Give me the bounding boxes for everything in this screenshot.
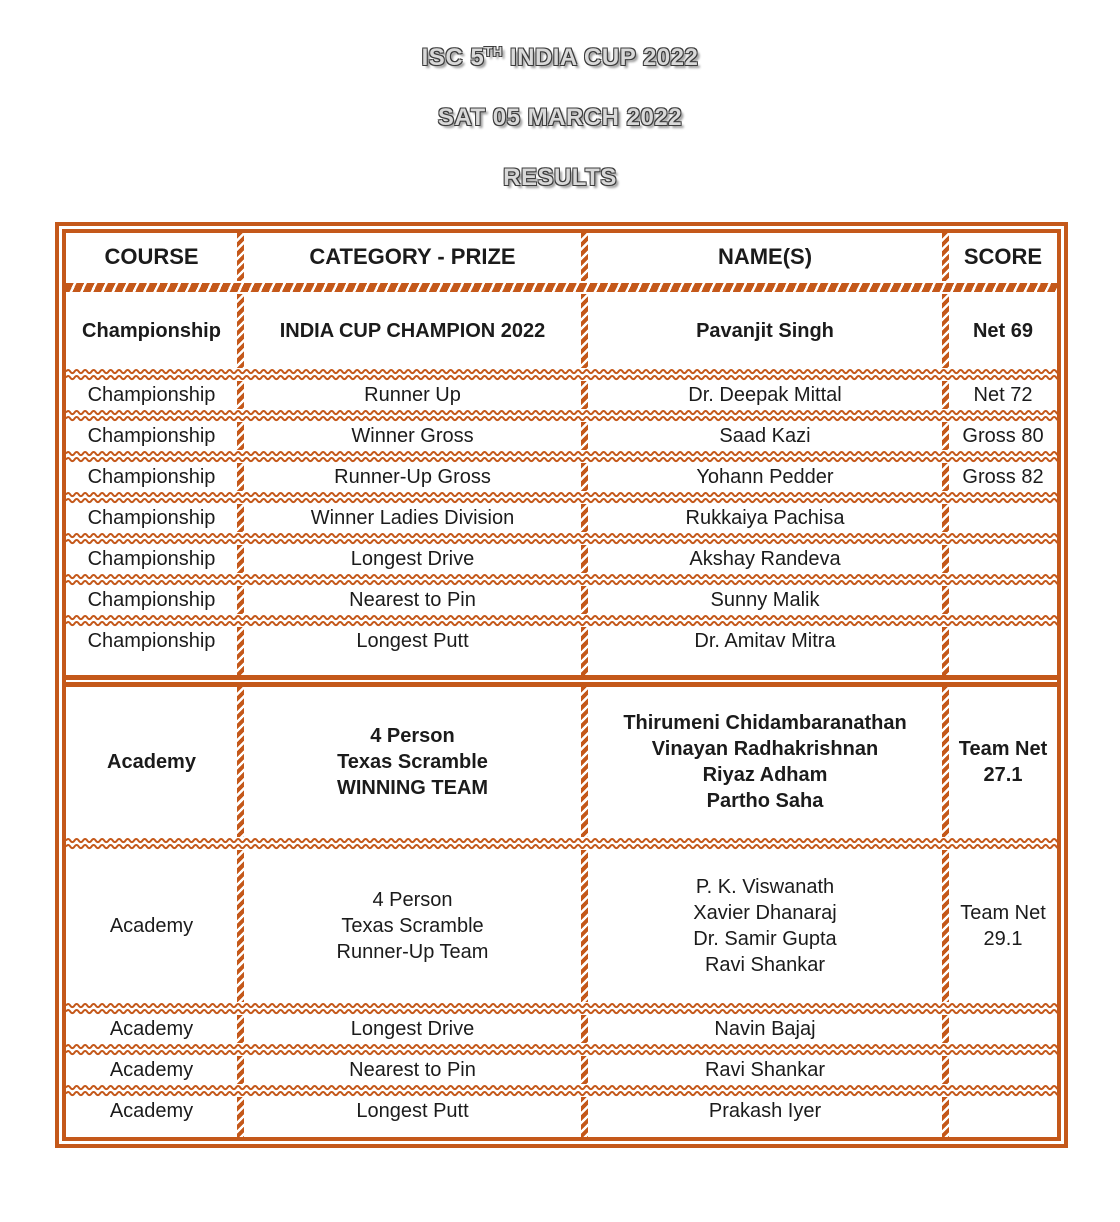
category-cell: Nearest to Pin bbox=[349, 589, 476, 611]
score-cell bbox=[949, 586, 1057, 614]
column-divider bbox=[942, 1056, 949, 1084]
table-row bbox=[66, 1015, 1057, 1043]
names-cell: Yohann Pedder bbox=[696, 466, 834, 488]
championship-rows bbox=[66, 294, 1057, 675]
column-divider bbox=[581, 1015, 588, 1043]
course-cell: Academy bbox=[109, 915, 194, 937]
column-divider bbox=[581, 233, 588, 281]
category-cell: Nearest to Pin bbox=[349, 1059, 476, 1081]
row-divider-wave bbox=[66, 614, 1057, 627]
table-row bbox=[66, 586, 1057, 614]
event-title-suffix: INDIA CUP 2022 bbox=[502, 44, 699, 71]
results-table bbox=[55, 222, 1068, 1148]
column-divider bbox=[237, 504, 244, 532]
names-cell: Dr. Amitav Mitra bbox=[694, 630, 836, 652]
names-cell: Sunny Malik bbox=[710, 589, 820, 611]
names-cell: Prakash Iyer bbox=[708, 1100, 822, 1122]
category-cell: 4 Person Texas Scramble WINNING TEAM bbox=[336, 725, 489, 799]
row-divider-wave bbox=[66, 532, 1057, 545]
course-cell: Academy bbox=[109, 1059, 194, 1081]
score-cell: Gross 80 bbox=[962, 425, 1044, 447]
column-divider bbox=[581, 687, 588, 837]
section-divider-bar bbox=[66, 675, 1057, 687]
column-divider bbox=[581, 850, 588, 1002]
column-divider bbox=[581, 381, 588, 409]
event-title-ordinal: TH bbox=[484, 44, 503, 59]
header-course: COURSE bbox=[104, 244, 199, 269]
academy-rows bbox=[66, 687, 1057, 1137]
table-row bbox=[66, 381, 1057, 409]
column-divider bbox=[237, 233, 244, 281]
column-divider bbox=[942, 463, 949, 491]
names-cell: Akshay Randeva bbox=[689, 548, 841, 570]
column-divider bbox=[942, 1097, 949, 1137]
column-divider bbox=[237, 1015, 244, 1043]
names-cell: Navin Bajaj bbox=[714, 1018, 816, 1040]
course-cell: Championship bbox=[82, 320, 221, 342]
column-divider bbox=[237, 463, 244, 491]
score-cell bbox=[949, 1056, 1057, 1084]
table-row bbox=[66, 1097, 1057, 1137]
column-divider bbox=[942, 381, 949, 409]
table-row bbox=[66, 850, 1057, 1002]
course-cell: Championship bbox=[87, 630, 216, 652]
category-cell: 4 Person Texas Scramble Runner-Up Team bbox=[336, 889, 489, 963]
column-divider bbox=[237, 586, 244, 614]
row-divider-wave bbox=[66, 409, 1057, 422]
score-cell bbox=[949, 504, 1057, 532]
column-divider bbox=[237, 422, 244, 450]
event-date: SAT 05 MARCH 2022 bbox=[437, 104, 683, 131]
column-divider bbox=[237, 294, 244, 368]
category-cell: Runner-Up Gross bbox=[334, 466, 491, 488]
table-row bbox=[66, 504, 1057, 532]
names-cell: Thirumeni Chidambaranathan Vinayan Radhakrishnan Riyaz Adham Partho Saha bbox=[623, 712, 907, 812]
score-cell: Net 69 bbox=[972, 320, 1034, 342]
names-cell: P. K. Viswanath Xavier Dhanaraj Dr. Samir Gupta Ravi Shankar bbox=[693, 876, 837, 976]
score-cell: Team Net 27.1 bbox=[958, 738, 1048, 786]
table-row bbox=[66, 687, 1057, 837]
category-cell: Longest Putt bbox=[356, 630, 469, 652]
column-divider bbox=[942, 850, 949, 1002]
course-cell: Championship bbox=[87, 466, 216, 488]
column-divider bbox=[581, 463, 588, 491]
header-names: NAME(S) bbox=[717, 244, 813, 269]
column-divider bbox=[237, 381, 244, 409]
header-score: SCORE bbox=[963, 244, 1043, 269]
column-divider bbox=[581, 1056, 588, 1084]
column-divider bbox=[581, 545, 588, 573]
names-cell: Pavanjit Singh bbox=[696, 320, 834, 342]
category-cell: Winner Ladies Division bbox=[310, 507, 515, 529]
column-divider bbox=[942, 294, 949, 368]
course-cell: Championship bbox=[87, 548, 216, 570]
score-cell: Team Net 29.1 bbox=[960, 902, 1046, 950]
table-row bbox=[66, 463, 1057, 491]
row-divider-wave bbox=[66, 450, 1057, 463]
title-block bbox=[0, 0, 1120, 192]
score-cell: Gross 82 bbox=[962, 466, 1044, 488]
category-cell: Winner Gross bbox=[351, 425, 474, 447]
column-divider bbox=[942, 586, 949, 614]
row-divider-wave bbox=[66, 573, 1057, 586]
column-divider bbox=[581, 422, 588, 450]
column-divider bbox=[581, 627, 588, 675]
column-divider bbox=[237, 850, 244, 1002]
course-cell: Academy bbox=[109, 1100, 194, 1122]
names-cell: Ravi Shankar bbox=[704, 1059, 826, 1081]
column-divider bbox=[942, 687, 949, 837]
column-divider bbox=[942, 233, 949, 281]
category-cell: Longest Putt bbox=[356, 1100, 469, 1122]
score-cell bbox=[949, 1097, 1057, 1137]
results-table-inner bbox=[62, 229, 1061, 1141]
results-heading: RESULTS bbox=[503, 164, 617, 191]
score-cell bbox=[949, 545, 1057, 573]
table-row bbox=[66, 422, 1057, 450]
row-divider-wave bbox=[66, 1084, 1057, 1097]
column-divider bbox=[581, 1097, 588, 1137]
column-divider bbox=[237, 687, 244, 837]
table-row bbox=[66, 1056, 1057, 1084]
column-divider bbox=[942, 545, 949, 573]
column-divider bbox=[581, 586, 588, 614]
table-row bbox=[66, 294, 1057, 368]
names-cell: Rukkaiya Pachisa bbox=[685, 507, 845, 529]
event-title-prefix: ISC 5 bbox=[421, 44, 485, 71]
section-championship bbox=[66, 233, 1057, 675]
header-row bbox=[66, 233, 1057, 281]
category-cell: Longest Drive bbox=[350, 548, 475, 570]
score-cell bbox=[949, 1015, 1057, 1043]
score-cell bbox=[949, 627, 1057, 675]
score-cell: Net 72 bbox=[973, 384, 1033, 406]
header-divider-stripe bbox=[66, 283, 1057, 292]
column-divider bbox=[581, 294, 588, 368]
row-divider-wave bbox=[66, 837, 1057, 850]
column-divider bbox=[942, 504, 949, 532]
category-cell: Longest Drive bbox=[350, 1018, 475, 1040]
table-row bbox=[66, 627, 1057, 675]
row-divider-wave bbox=[66, 1043, 1057, 1056]
column-divider bbox=[237, 627, 244, 675]
course-cell: Championship bbox=[87, 507, 216, 529]
category-cell: Runner Up bbox=[364, 384, 461, 406]
column-divider bbox=[942, 627, 949, 675]
course-cell: Academy bbox=[107, 751, 196, 773]
category-cell: INDIA CUP CHAMPION 2022 bbox=[279, 320, 546, 342]
course-cell: Academy bbox=[109, 1018, 194, 1040]
column-divider bbox=[237, 1097, 244, 1137]
course-cell: Championship bbox=[87, 589, 216, 611]
row-divider-wave bbox=[66, 368, 1057, 381]
names-cell: Saad Kazi bbox=[719, 425, 811, 447]
table-row bbox=[66, 545, 1057, 573]
row-divider-wave bbox=[66, 491, 1057, 504]
section-academy bbox=[66, 687, 1057, 1137]
column-divider bbox=[942, 1015, 949, 1043]
column-divider bbox=[942, 422, 949, 450]
column-divider bbox=[237, 1056, 244, 1084]
names-cell: Dr. Deepak Mittal bbox=[688, 384, 842, 406]
course-cell: Championship bbox=[87, 425, 216, 447]
column-divider bbox=[237, 545, 244, 573]
header-category-prize: CATEGORY - PRIZE bbox=[309, 244, 516, 269]
row-divider-wave bbox=[66, 1002, 1057, 1015]
course-cell: Championship bbox=[87, 384, 216, 406]
event-title bbox=[0, 44, 1120, 72]
column-divider bbox=[581, 504, 588, 532]
